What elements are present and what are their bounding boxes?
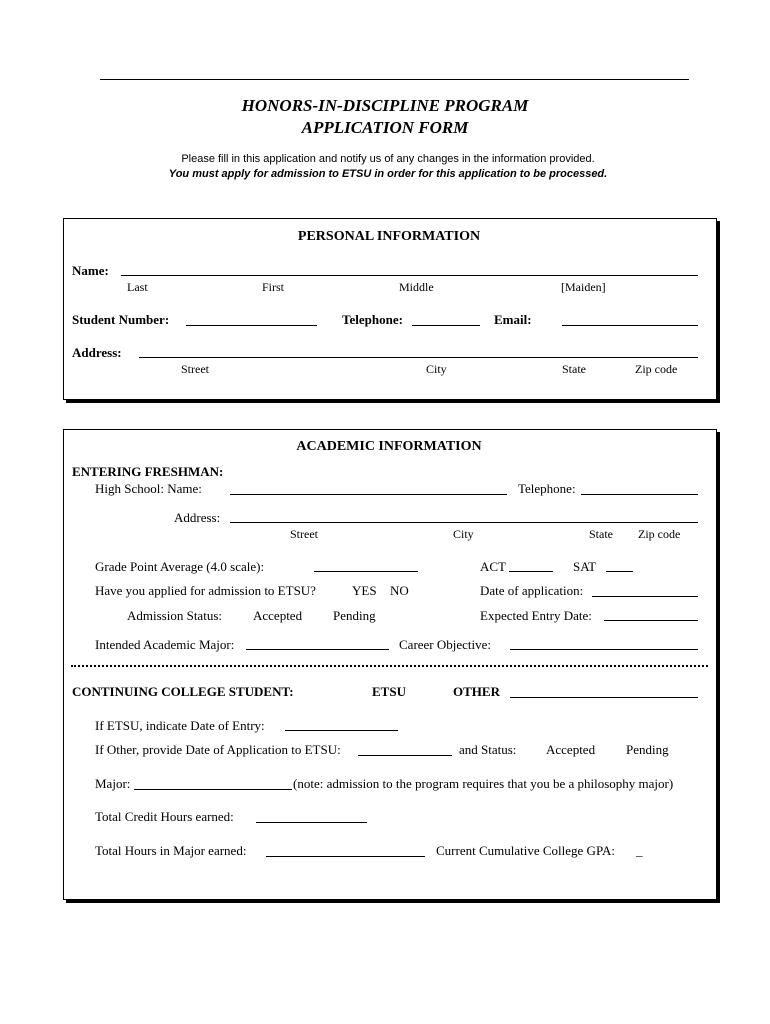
email-field[interactable] — [562, 325, 698, 326]
name-sub-last: Last — [127, 280, 148, 294]
hs-address-sub-street: Street — [290, 527, 318, 541]
major-note: (note: admission to the program requires that you be a philosophy major) — [293, 776, 674, 791]
admission-accepted-option[interactable]: Accepted — [253, 608, 303, 623]
admission-pending-option[interactable]: Pending — [333, 608, 376, 623]
name-field[interactable] — [121, 275, 698, 276]
intended-major-label: Intended Academic Major: — [95, 637, 235, 652]
hs-telephone-field[interactable] — [581, 494, 698, 495]
major-label: Major: — [95, 776, 131, 791]
address-field[interactable] — [139, 357, 698, 358]
telephone-field[interactable] — [412, 325, 480, 326]
address-label: Address: — [72, 345, 122, 360]
hs-address-sub-state: State — [589, 527, 613, 541]
admission-status-label: Admission Status: — [127, 608, 222, 623]
status-accepted-option[interactable]: Accepted — [546, 742, 596, 757]
date-application-label: Date of application: — [480, 583, 584, 598]
form-title-line2: APPLICATION FORM — [301, 118, 469, 137]
date-application-field[interactable] — [592, 596, 698, 597]
instruction-emphasis: You must apply for admission to ETSU in order for this application to be processed. — [168, 168, 608, 180]
name-sub-maiden: [Maiden] — [561, 280, 606, 294]
expected-entry-label: Expected Entry Date: — [480, 608, 592, 623]
top-rule — [100, 79, 689, 80]
hs-address-sub-zip: Zip code — [638, 527, 681, 541]
applied-yes-option[interactable]: YES — [352, 583, 377, 598]
total-major-label: Total Hours in Major earned: — [95, 843, 247, 858]
cumulative-gpa-label: Current Cumulative College GPA: — [436, 843, 615, 858]
etsu-option[interactable]: ETSU — [372, 684, 406, 699]
address-sub-zip: Zip code — [635, 362, 678, 376]
hs-address-label: Address: — [174, 510, 221, 525]
high-school-label: High School: Name: — [95, 481, 202, 496]
sat-field[interactable] — [606, 571, 633, 572]
section-divider — [71, 665, 708, 667]
total-major-field[interactable] — [266, 856, 425, 857]
address-sub-state: State — [562, 362, 586, 376]
career-objective-label: Career Objective: — [399, 637, 492, 652]
cumulative-gpa-field[interactable]: _ — [636, 843, 643, 858]
applied-no-option[interactable]: NO — [390, 583, 409, 598]
sat-label: SAT — [573, 559, 597, 574]
major-field[interactable] — [134, 789, 292, 790]
name-sub-first: First — [262, 280, 285, 294]
intended-major-field[interactable] — [246, 649, 389, 650]
if-other-label: If Other, provide Date of Application to ETSU: — [95, 742, 341, 757]
total-credit-field[interactable] — [256, 822, 367, 823]
instruction-text: Please fill in this application and notify us of any changes in the information provided. — [181, 153, 595, 165]
freshman-heading: ENTERING FRESHMAN: — [72, 464, 224, 479]
act-label: ACT — [480, 559, 506, 574]
student-number-field[interactable] — [186, 325, 317, 326]
telephone-label: Telephone: — [342, 312, 403, 327]
other-field[interactable] — [510, 697, 698, 698]
hs-address-sub-city: City — [453, 527, 474, 541]
academic-heading: ACADEMIC INFORMATION — [296, 439, 482, 454]
continuing-heading: CONTINUING COLLEGE STUDENT: — [72, 684, 294, 699]
personal-heading: PERSONAL INFORMATION — [297, 229, 481, 244]
personal-information-section — [63, 218, 717, 400]
student-number-label: Student Number: — [72, 312, 170, 327]
if-etsu-label: If ETSU, indicate Date of Entry: — [95, 718, 265, 733]
address-sub-street: Street — [181, 362, 209, 376]
hs-address-field[interactable] — [230, 522, 698, 523]
form-title-line1: HONORS-IN-DISCIPLINE PROGRAM — [241, 96, 529, 115]
other-option[interactable]: OTHER — [453, 684, 500, 699]
act-field[interactable] — [509, 571, 553, 572]
address-sub-city: City — [426, 362, 447, 376]
total-credit-label: Total Credit Hours earned: — [95, 809, 234, 824]
hs-telephone-label: Telephone: — [518, 481, 576, 496]
name-label: Name: — [72, 263, 109, 278]
status-pending-option[interactable]: Pending — [626, 742, 669, 757]
expected-entry-field[interactable] — [604, 620, 698, 621]
and-status-label: and Status: — [459, 742, 517, 757]
applied-question: Have you applied for admission to ETSU? — [95, 583, 316, 598]
career-objective-field[interactable] — [510, 649, 698, 650]
name-sub-middle: Middle — [399, 280, 434, 294]
high-school-name-field[interactable] — [230, 494, 507, 495]
other-application-date-field[interactable] — [358, 755, 452, 756]
gpa-label: Grade Point Average (4.0 scale): — [95, 559, 265, 574]
gpa-field[interactable] — [314, 571, 418, 572]
email-label: Email: — [494, 312, 532, 327]
etsu-entry-date-field[interactable] — [285, 730, 398, 731]
